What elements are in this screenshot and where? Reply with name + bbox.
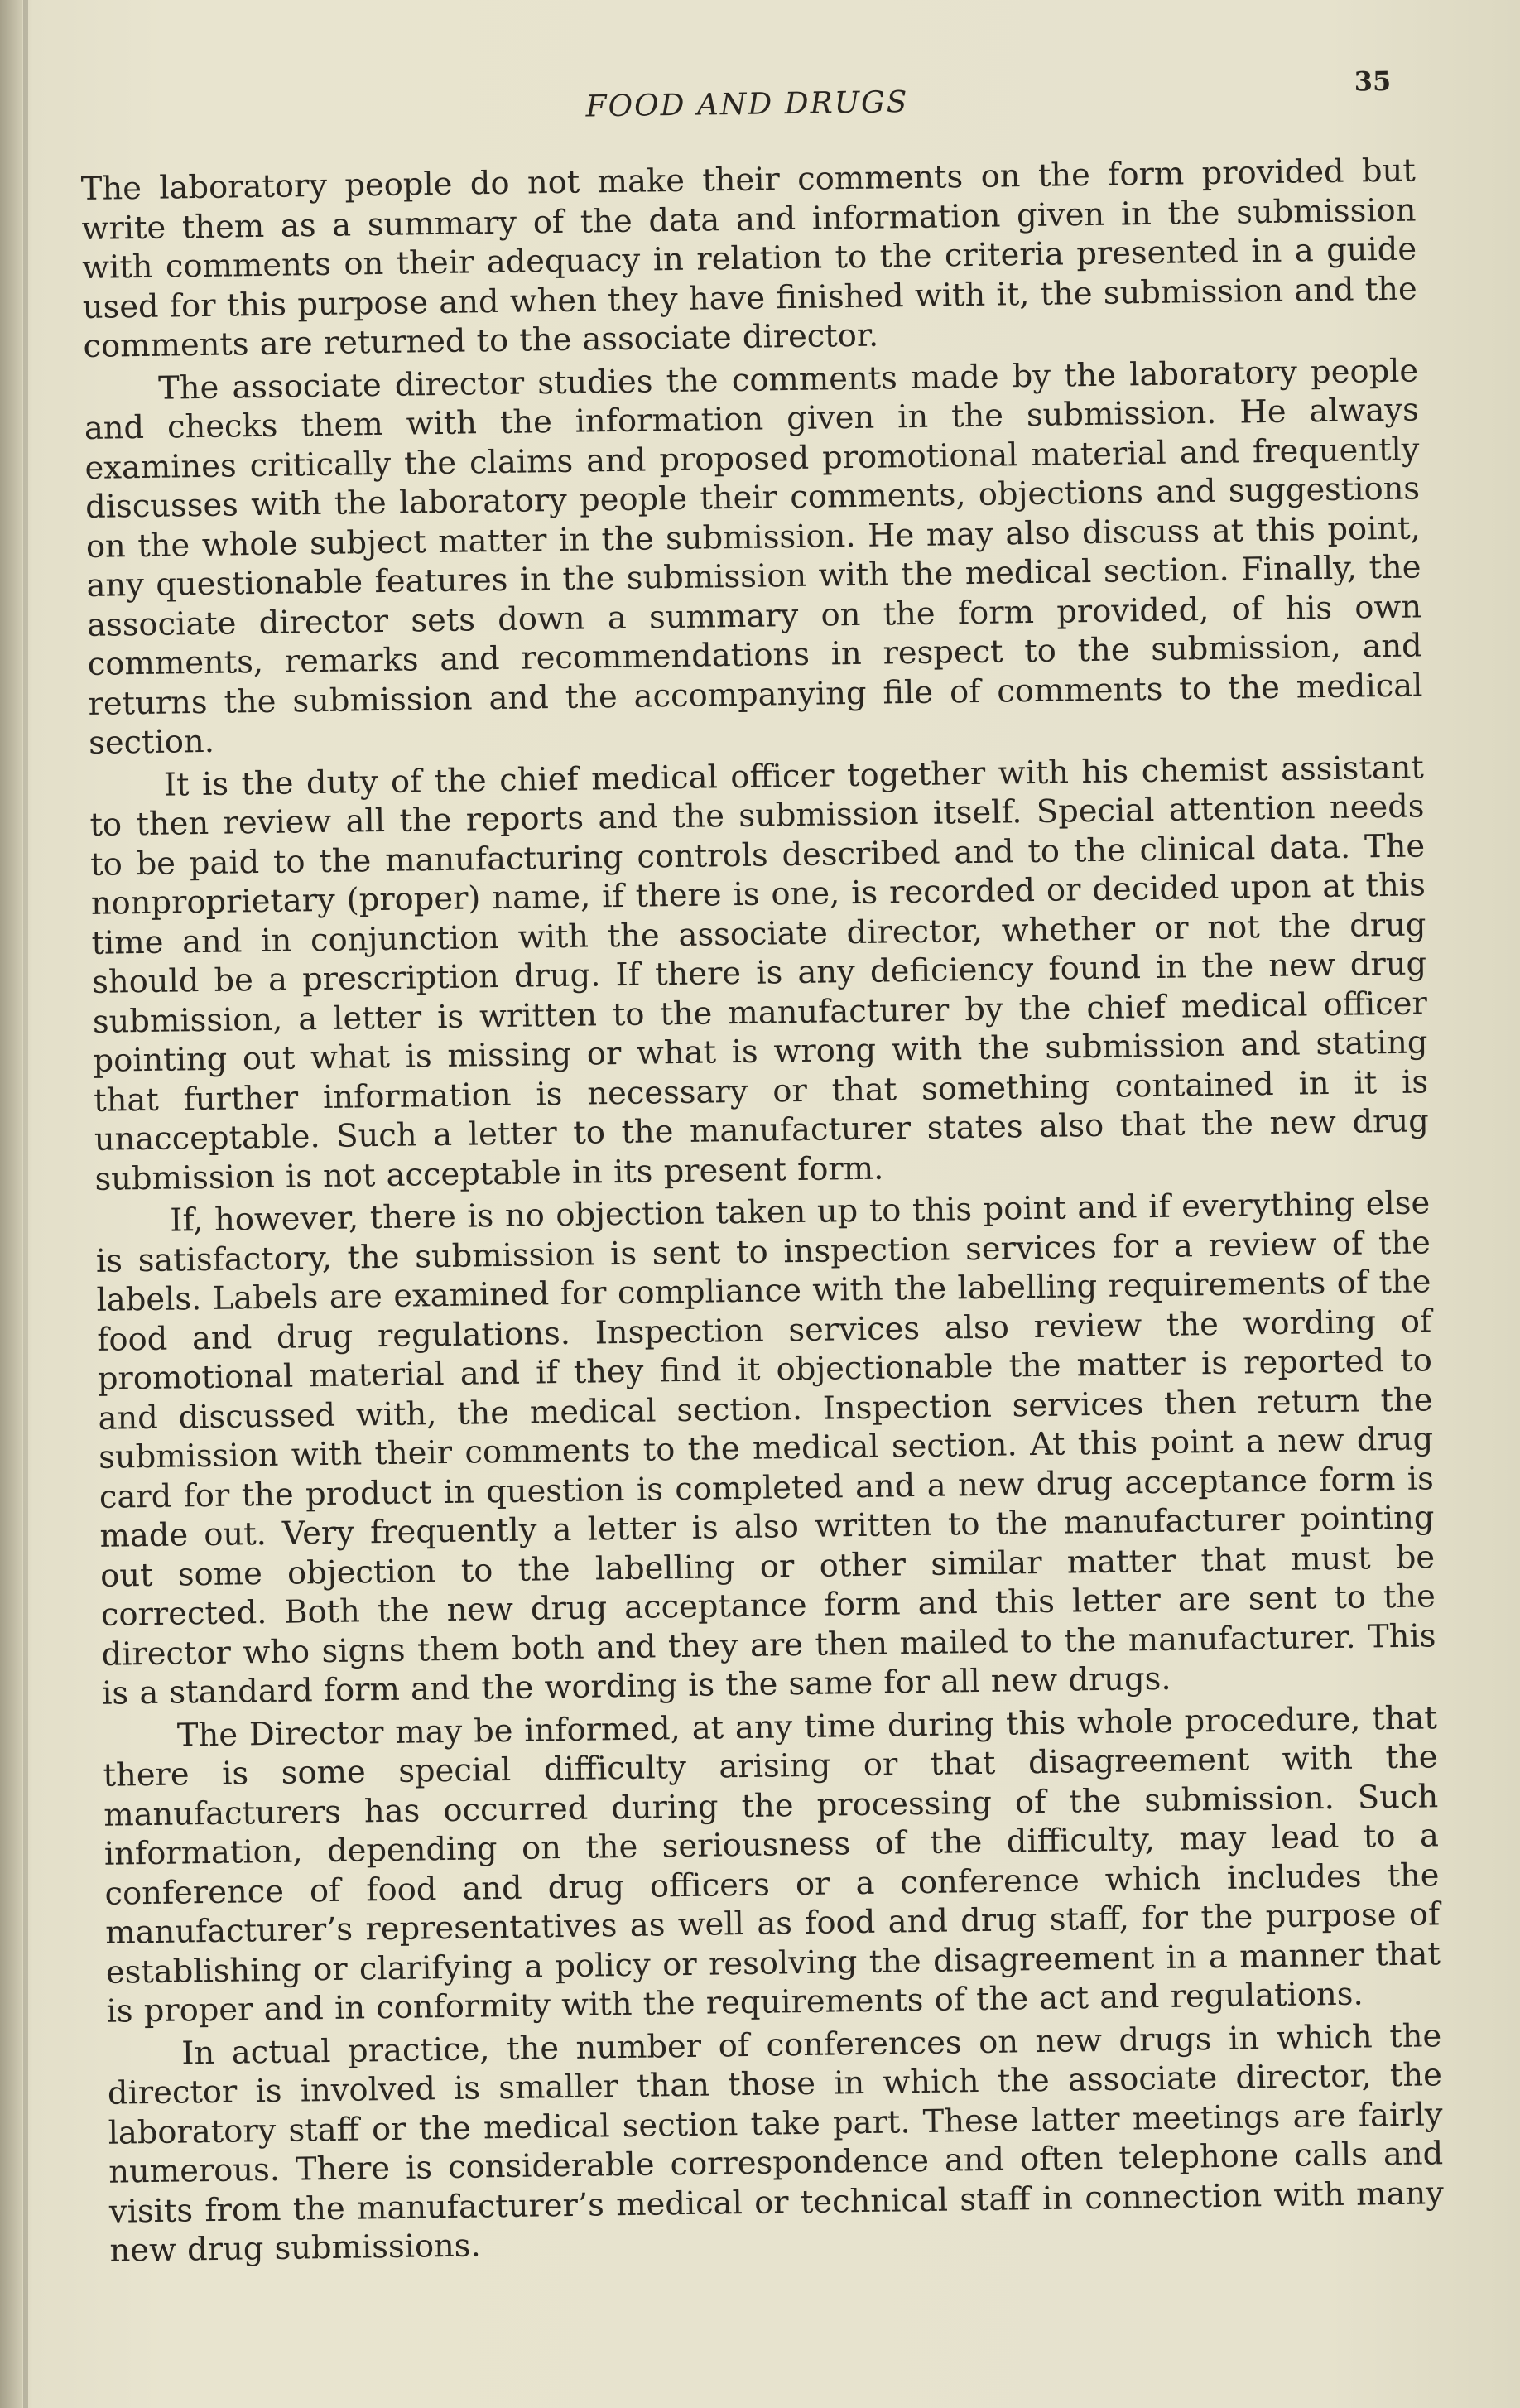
- paragraph-4: If, however, there is no objection taken up to this point and if everything else is satisfactory, the submission is sent to inspection services for a review of the labels. Labels are examined for compliance with the labelling requirements of the food and drug regulations. Inspection services also review the wording of promotional material and if they find it objectionable the matter is reported to and discussed with, the medical section. Inspection services then return the submission with their comments to the medical section. At this point a new drug card for the product in question is completed and a new drug acceptance form is made out. Very frequently a letter is also written to the manufacturer pointing out some objection to the labelling or other similar matter that must be corrected. Both the new drug acceptance form and this letter are sent to the director who signs them both and they are then mailed to the manufacturer. This is a standard form and the wording is the same for all new drugs.: [95, 1184, 1436, 1712]
- paragraph-6: In actual practice, the number of conferences on new drugs in which the director is involved is smaller than those in which the associate director, the laboratory staff or the medical section take part. These latter meetings are fairly numerous. There is considerable correspondence and often telephone calls and visits from the manufacturer’s medical or technical staff in connection with many new drug submissions.: [107, 2016, 1445, 2270]
- page-content: [79, 60, 1445, 2271]
- running-title: FOOD AND DRUGS: [585, 85, 909, 124]
- paragraph-1: The laboratory people do not make their comments on the form provided but write them as a summary of the data and information given in the submission with comments on their adequacy in relation to the criteria presented in a guide used for this purpose and when they have finished with it, the submission and the comments are returned to the associate director.: [80, 152, 1418, 365]
- page-number: 35: [1354, 65, 1392, 98]
- body-text: [81, 151, 1445, 2271]
- paragraph-2: The associate director studies the comments made by the laboratory people and checks them with the information given in the submission. He always examines critically the claims and proposed promotional material and frequently discusses with the laboratory people their comments, objections and suggestions on the whole subject matter in the submission. He may also discuss at this point, any questionable features in the submission with the medical section. Finally, the associate director sets down a summary on the form provided, of his own comments, remarks and recommendations in respect to the submission, and returns the submission and the accompanying file of comments to the medical section.: [84, 351, 1423, 762]
- paragraph-3: It is the duty of the chief medical officer together with his chemist assistant to then review all the reports and the submission itself. Special attention needs to be paid to the manufacturing controls described and to the clinical data. The nonproprietary (proper) name, if there is one, is recorded or decided upon at this time and in conjunction with the associate director, whether or not the drug should be a prescription drug. If there is any deficiency found in the new drug submission, a letter is written to the manufacturer by the chief medical officer pointing out what is missing or what is wrong with the submission and stating that further information is necessary or that something contained in it is unacceptable. Such a letter to the manufacturer states also that the new drug submission is not acceptable in its present form.: [89, 748, 1430, 1198]
- running-header: [79, 60, 1415, 149]
- paragraph-5: The Director may be informed, at any time during this whole procedure, that there is some special difficulty arising or that disagreement with the manufacturers has occurred during the processing of the submission. Such information, depending on the seriousness of the difficulty, may lead to a conference of food and drug officers or a conference which includes the manufacturer’s representatives as well as food and drug staff, for the purpose of establishing or clarifying a policy or resolving the disagreement in a manner that is proper and in conformity with the requirements of the act and regulations.: [103, 1698, 1441, 2030]
- page-gutter-line: [23, 0, 28, 2408]
- page-gutter-shadow: [0, 0, 22, 2408]
